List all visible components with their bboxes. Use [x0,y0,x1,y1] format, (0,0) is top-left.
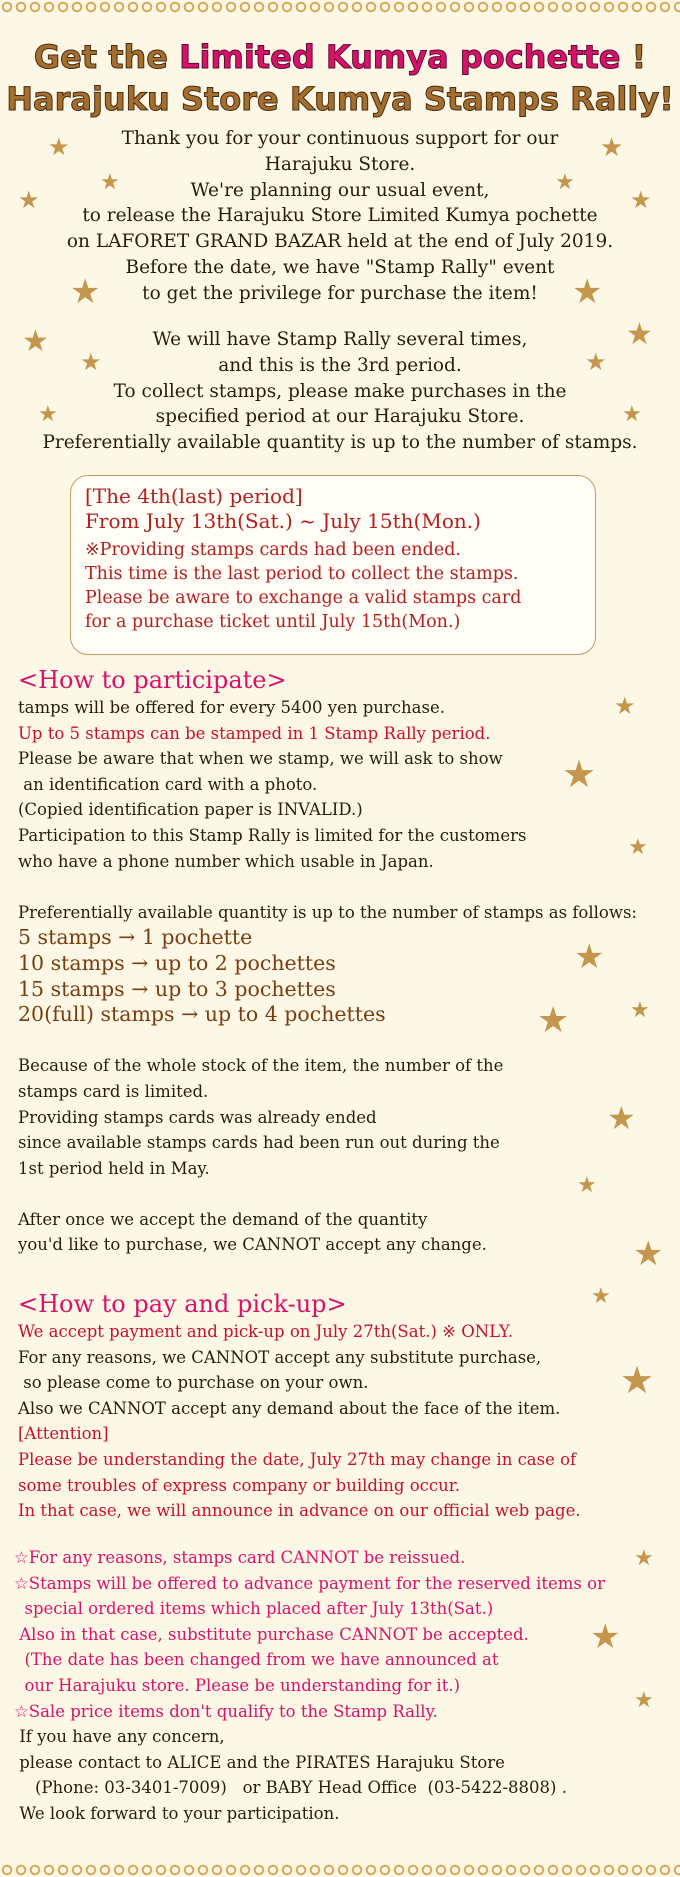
star-icon: ★ [630,186,652,214]
page-title-line1: Get the Limited Kumya pochette ! [33,38,647,76]
how-to-pay-section: <How to pay and pick-up> We accept payment and pick-up on July 27th(Sat.) ※ ONLY. For any reasons, we CANNOT accept any substitute purchase, so please come to purchase on your own. Also we CANNOT accept any demand about the face of the item. [Attention] Please be understanding the date, July 27th may change in case of some troubles of express company or building occur. In that case, we will announce in advance on our official web page. [18,1289,678,1524]
star-icon: ★ [70,272,101,312]
star-icon: ★ [607,1099,636,1137]
section-heading: <How to pay and pick-up> [18,1290,347,1318]
decorative-border-bottom [0,1863,680,1877]
star-icon: ★ [555,170,575,195]
star-icon: ★ [80,348,102,376]
quantity-tier: 5 stamps → 1 pochette [18,925,253,950]
star-icon: ★ [48,133,70,161]
star-icon: ★ [572,272,603,312]
star-icon: ★ [630,998,650,1023]
star-icon: ★ [591,1284,611,1309]
quantity-tier: 10 stamps → up to 2 pochettes [18,950,336,975]
star-icon: ★ [634,1688,654,1713]
star-icon: ★ [614,692,636,720]
star-icon: ★ [634,1546,654,1571]
star-icon: ★ [585,348,607,376]
star-icon: ★ [590,1617,621,1657]
star-icon: ★ [626,317,653,352]
star-icon: ★ [600,133,624,163]
section-heading: <How to participate> [18,666,287,694]
decorative-border-top [0,0,680,14]
quantity-tier: 20(full) stamps → up to 4 pochettes [18,1002,386,1027]
intro-paragraph-2: We will have Stamp Rally several times, and this is the 3rd period. To collect stamps, please make purchases in the specified period at our Harajuku Store. Preferentially available quantity is up to the number of stamps. [42,329,638,454]
star-icon: ★ [537,1000,570,1041]
star-icon: ★ [620,1358,655,1402]
star-icon: ★ [628,835,648,860]
star-icon: ★ [100,170,120,195]
star-icon: ★ [22,324,49,359]
star-icon: ★ [633,1234,664,1274]
star-icon: ★ [38,402,58,427]
page-title-line2: Harajuku Store Kumya Stamps Rally! [6,80,674,118]
star-icon: ★ [577,1173,597,1198]
how-to-participate-section: <How to participate> tamps will be offered for every 5400 yen purchase. Up to 5 stamps can be stamped in 1 Stamp Rally period. Please be aware that when we stamp, we will ask to show an identification card with a photo. (Copied identification paper is INVALID.) Participation to this Stamp Rally is limited for the customers who have a phone number which usable in Japan. Preferentially available quantity is up to the number of stamps as follows: 5 stamps → 1 pochette 10 stamps → up to 2 pochettes 15 stamps → up to 3 pochettes 20(full) stamps → up to 4 pochettes Because of the whole stock of the item, the number of the stamps card is limited. Providing stamps cards was already ended since available stamps cards had been run out during the 1st period held in May. After once we accept the demand of the quantity you'd like to purchase, we CANNOT accept any change. [18,665,678,1258]
notes-section: ☆For any reasons, stamps card CANNOT be reissued. ☆Stamps will be offered to advance payment for the reserved items or special ordered items which placed after July 13th(Sat.) Also in that case, substitute purchase CANNOT be accepted. (The date has been changed from we have announced at our Harajuku store. Please be understanding for it.) ☆Sale price items don't qualify to the Stamp Rally. If you have any concern, please contact to ALICE and the PIRATES Harajuku Store (Phone: 03-3401-7009) or BABY Head Office (03-5422-8808) . We look forward to your participation. [14,1548,605,1823]
star-icon: ★ [574,937,605,977]
period-info-box: [The 4th(last) period] From July 13th(Sat.) ~ July 15th(Mon.) ※Providing stamps cards had been ended. This time is the last period to collect the stamps. Please be aware to exchange a valid stamps card for a purchase ticket until July 15th(Mon.) [70,475,596,655]
star-icon: ★ [18,186,40,214]
title-highlight: Limited Kumya pochette [179,38,621,76]
quantity-tier: 15 stamps → up to 3 pochettes [18,976,336,1001]
star-icon: ★ [562,752,597,796]
star-icon: ★ [622,402,642,427]
intro-paragraph: Thank you for your continuous support for our Harajuku Store. We're planning our usual event, to release the Harajuku Store Limited Kumya pochette on LAFORET GRAND BAZAR held at the end of July 2019. Before the date, we have "Stamp Rally" event to get the privilege for purchase the item! [66,128,614,304]
